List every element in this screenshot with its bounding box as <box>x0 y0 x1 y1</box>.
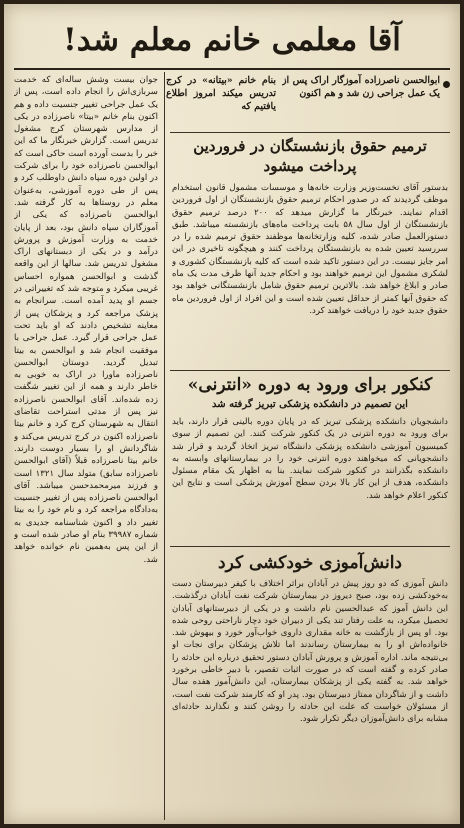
lead-left: بنام خانم «بیتانه» در کرج تدریس میکند امروز اطلاع یافتیم که <box>166 75 276 112</box>
headline: آقا معلمی خانم معلم شد! <box>63 22 401 58</box>
article1-top-rule <box>170 132 450 133</box>
newspaper-clipping <box>4 4 460 824</box>
left-column-text: جوان بیست وشش ساله‌ای که خدمت سربازی‌اش را انجام داده است، پس از یک عمل جراحی تغییر جنسیت داده و هم اکنون بنام خانم «بیتا» ناصرزاده در یکی از مدارس شهرستان کرج مشغول تدریس است. گزارش خبرنگار ما که این خبر را بدست آورده است حاکی است که ابوالحسن ناصرزاده خود را برای شرکت در اولین دوره سپاه دانش داوطلب کرد و پس از طی دوره آموزشی، به‌عنوان معلم در روستاها به کار گرفته شد. ابوالحسن ناصرزاده که یکی از آموزگاران سپاه دانش بود، بعد از پایان خدمت به وزارت آموزش و پرورش درآمد و در یکی از دبستانهای اراک مشغول تدریس شد. سالها از این واقعه گذشت و ابوالحسن همواره احساس غریبی میکرد و متوجه شد که تغییراتی در جسم او پدید آمده است. سرانجام به پزشک مراجعه کرد و پزشکان پس از معاینه تشخیص دادند که او باید تحت عمل جراحی قرار گیرد. عمل جراحی با موفقیت انجام شد و ابوالحسن به بیتا تبدیل گردید. دوستان ابوالحسن ناصرزاده ماورا در اراک به خوبی به خاطر دارند و همه از این تغییر شگفت زده شده‌اند. آقای ابوالحسن ناصرزاده نیز پس از مدتی استراحت تقاضای انتقال به شهرستان کرج کرد و خانم بیتا ناصرزاده اکنون در کرج تدریس می‌کند و شاگردانش او را بسیار دوست دارند. خانم بیتا ناصرزاده قبلاً (آقای ابوالحسن ناصرزاده سابق) متولد سال ۱۳۲۱ است و فرزند میرمحمدحسن میباشد. آقای ابوالحسن ناصرزاده پس از تغییر جنسیت به‌دادگاه مراجعه کرد و نام خود را به بیتا تغییر داد و اکنون شناسنامه جدیدی به شماره ۳۹۹۸۷ بنام او صادر شده است و از این پس به‌همین نام خوانده خواهد شد. <box>14 75 158 565</box>
article2-body: دانشجویان دانشکده پزشکی تبریز که در پایان دوره بالینی قرار دارند، باید برای ورود به دوره انترنی در یک کنکور شرکت کنند. این تصمیم از سوی کمیسیون آموزشی دانشکده پزشکی دانشگاه تبریز اتخاذ گردید و قرار شد دانشجویانی که میخواهند دوره انترنی خود را در بیمارستانهای وابسته به دانشکده بگذرانند در کنکور شرکت نمایند. بنا به اظهار یک مقام مسئول دانشکده، هدف از این کار بالا بردن سطح آموزش پزشکی است و نتایج این کنکور اعلام خواهد شد. <box>172 417 448 501</box>
article2-subtitle: این تصمیم در دانشکده پزشکی تبریز گرفته شد <box>212 399 408 410</box>
headline-rule <box>14 68 450 70</box>
article2-top-rule <box>170 370 450 371</box>
bullet-icon <box>443 81 450 88</box>
article1-body: بدستور آقای نخست‌وزیر وزارت خانه‌ها و موسسات مشمول قانون استخدام موظف گردیدند که در صدور احکام ترمیم حقوق بازنشستگان از اول فروردین اقدام نمایند. خبرنگار ما گزارش میدهد که ۲۰۰ درصد ترمیم حقوق بازنشستگان از اول سال ۵۸ بابت پرداخت ماه‌های بازنشسته میباشد. طبق دستورالعمل صادر شده، کلیه وزارتخانه‌ها موظفند حقوق ترمیم شده را در سررسید تعیین شده به بازنشستگان پرداخت کنند و هیچگونه تاخیری در این امر جایز نیست. در این دستور تاکید شده است که کلیه بازنشستگان کشوری و لشکری مشمول این ترمیم خواهند بود و احکام جدید آنها ظرف مدت یک ماه صادر و ابلاغ خواهد شد. بالاترین ترمیم حقوق شامل بازنشستگانی خواهد بود که حقوق آنها کمتر از حداقل تعیین شده است و این افراد از اول فروردین ماه حقوق جدید خود را دریافت خواهند کرد. <box>172 183 448 316</box>
article3-body: دانش آموزی که دو روز پیش در آبادان براثر اختلاف با کیفر دبیرستان دست به‌خودکشی زده بود، صبح دیروز در بیمارستان شرکت نفت آبادان درگذشت. این دانش آموز که عبدالحسین نام داشت و در یکی از دبیرستانهای آبادان تحصیل میکرد، به علت رفتار تند یکی از دبیران خود دچار ناراحتی روحی شده بود. او پس از بازگشت به خانه مقداری داروی خواب‌آور خورد و بیهوش شد. خانواده‌اش او را به بیمارستان رساندند اما تلاش پزشکان برای نجات او بی‌نتیجه ماند. اداره آموزش و پرورش آبادان دستور تحقیق درباره این حادثه را صادر کرده و گفته است که در صورت اثبات تقصیر، با دبیر خاطی برخورد خواهد شد. به گفته یکی از پزشکان بیمارستان، این دانش‌آموز هفده سال داشت و از شاگردان ممتاز دبیرستان بود. پدر او که کارمند شرکت نفت است، از مسئولان خواست که علت این حادثه را روشن کنند و نگذارند حادثه‌ای مشابه برای دانش‌آموزان دیگر تکرار شود. <box>172 579 448 725</box>
article2-title: کنکور برای ورود به دوره «انترنی» <box>187 375 433 395</box>
column-divider <box>164 72 165 820</box>
article1-title: ترمیم حقوق بازنشستگان در فروردین پرداخت میشود <box>193 137 427 175</box>
article3-title: دانش‌آموزی خودکشی کرد <box>218 553 402 573</box>
article3-top-rule <box>170 546 450 547</box>
lead-right: ابوالحسن ناصرزاده آموزگار اراک پس از یک عمل جراحی زن شد و هم اکنون <box>282 75 440 99</box>
